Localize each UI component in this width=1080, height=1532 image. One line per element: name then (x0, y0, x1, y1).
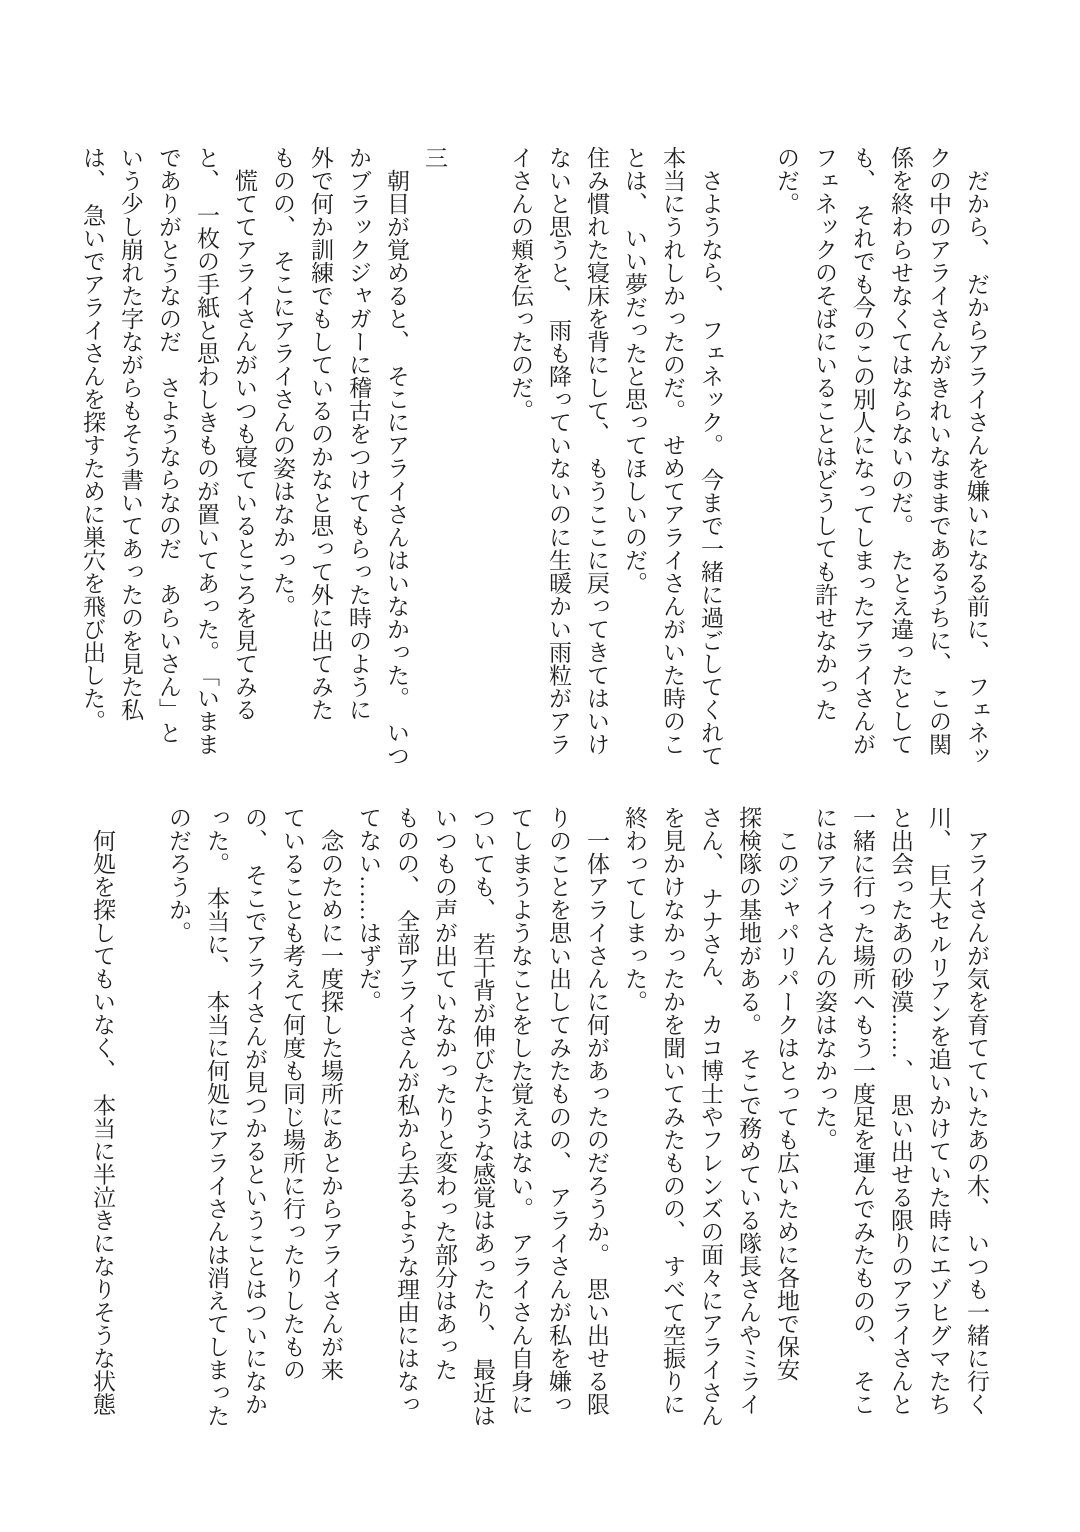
paragraph (805, 806, 995, 1442)
text-line: 一緒に行った場所へもう一度足を運んでみたものの、 そこ (850, 806, 875, 1416)
text-line: 探検隊の基地がある。 そこで務めている隊長さんやミライ (736, 806, 761, 1416)
text-line: 念のために一度探した場所にあとからアライさんが来 (318, 806, 343, 1381)
text-line: さん、 ナナさん、 カコ博士やフレンズの面々にアライさん (698, 806, 723, 1427)
text-line: 外で何か訓練でもしているのかなと思って外に出てみた (308, 146, 333, 721)
text-line: った。 本当に、 本当に何処にアライさんは消えてしまった (204, 806, 229, 1427)
text-line: のだろうか。 (166, 806, 191, 944)
text-line: とは、 いい夢だったと思ってほしいのだ。 (622, 146, 647, 595)
text-line: は、 急いでアライさんを探すために巣穴を飛び出した。 (80, 146, 105, 733)
text-line: ものの、 そこにアライさんの姿はなかった。 (270, 146, 295, 618)
paragraph (349, 806, 615, 1442)
text-line: 慌ててアライさんがいつも寝ているところを見てみる (232, 146, 257, 721)
text-line: フェネックのそばにいることはどうしても許せなかった (812, 146, 837, 721)
paragraph (767, 146, 995, 772)
text-line: ないと思うと、 雨も降っていないのに生暖かい雨粒がアラ (546, 146, 571, 756)
paragraph (263, 146, 415, 772)
text-line: ていることも考えて何度も同じ場所に行ったりしたもの (280, 806, 305, 1381)
text-line: てしまうようなことをした覚えはない。 アライさん自身に (508, 806, 533, 1416)
paragraph (159, 806, 349, 1442)
text-line: ついても、 若干背が伸びたような感覚はあったり、 最近は (470, 806, 495, 1427)
text-line: の、 そこでアライさんが見つかるということはついになか (242, 806, 267, 1416)
text-line: アライさんが気を育てていたあの木、 いつも一緒に行く (964, 806, 989, 1416)
text-line: にはアライさんの姿はなかった。 (812, 806, 837, 1151)
text-line: 朝目が覚めると、 そこにアライさんはいなかった。 いつ (384, 146, 409, 767)
text-line: さようなら、 フェネック。 今まで一緒に過ごしてくれて (698, 146, 723, 767)
text-line: 住み慣れた寝床を背にして、 もうここに戻ってきてはいけ (584, 146, 609, 756)
chapter-heading (415, 146, 463, 772)
vertical-text-block-bottom (83, 806, 995, 1442)
text-line: りのことを思い出してみたものの、 アライさんが私を嫌っ (546, 806, 571, 1416)
text-line: だから、 だからアライさんを嫌いになる前に、 フェネッ (964, 146, 989, 767)
text-line: でありがとうなのだ さようならなのだ あらいさん」と (156, 146, 181, 744)
text-line: 一体アライさんに何があったのだろうか。 思い出せる限 (584, 806, 609, 1416)
text-line: てない……はずだ。 (356, 806, 381, 1013)
text-line: 川、 巨大セルリアンを追いかけていた時にエゾヒグマたち (926, 806, 951, 1416)
paragraph (83, 806, 121, 1442)
text-line: のだ。 (774, 146, 799, 215)
text-line: いう少し崩れた字ながらもそう書いてあったのを見た私 (118, 146, 143, 721)
text-line: と出会ったあの砂漠……、 思い出せる限りのアライさんと (888, 806, 913, 1416)
text-line: ものの、 全部アライさんが私から去るような理由にはなっ (394, 806, 419, 1416)
text-line: 係を終わらせなくてはならないのだ。 たとえ違ったとして (888, 146, 913, 756)
text-line: かブラックジャガーに稽古をつけてもらった時のように (346, 146, 371, 721)
text-line: も、 それでも今のこの別人になってしまったアライさんが (850, 146, 875, 756)
vertical-text-block-top (80, 146, 995, 772)
chapter-number-heading: 三 (422, 146, 447, 169)
text-line: いつもの声が出ていなかったりと変わった部分はあった (432, 806, 457, 1381)
text-line: 何処を探してもいなく、 本当に半泣きになりそうな状態 (90, 806, 115, 1416)
text-line: 本当にうれしかったのだ。 せめてアライさんがいた時のこ (660, 146, 685, 756)
paragraph (615, 146, 729, 772)
text-line: このジャパリパークはとっても広いために各地で保安 (774, 806, 799, 1381)
text-line: イさんの頬を伝ったのだ。 (508, 146, 533, 422)
paragraph (73, 146, 263, 772)
text-line: クの中のアライさんがきれいなままであるうちに、 この関 (926, 146, 951, 756)
paragraph (615, 806, 805, 1442)
paragraph (501, 146, 615, 772)
text-line: を見かけなかったかを聞いてみたものの、 すべて空振りに (660, 806, 685, 1416)
text-line: 終わってしまった。 (622, 806, 647, 1013)
text-line: と、 一枚の手紙と思わしきものが置いてあった。 「いまま (194, 146, 219, 756)
